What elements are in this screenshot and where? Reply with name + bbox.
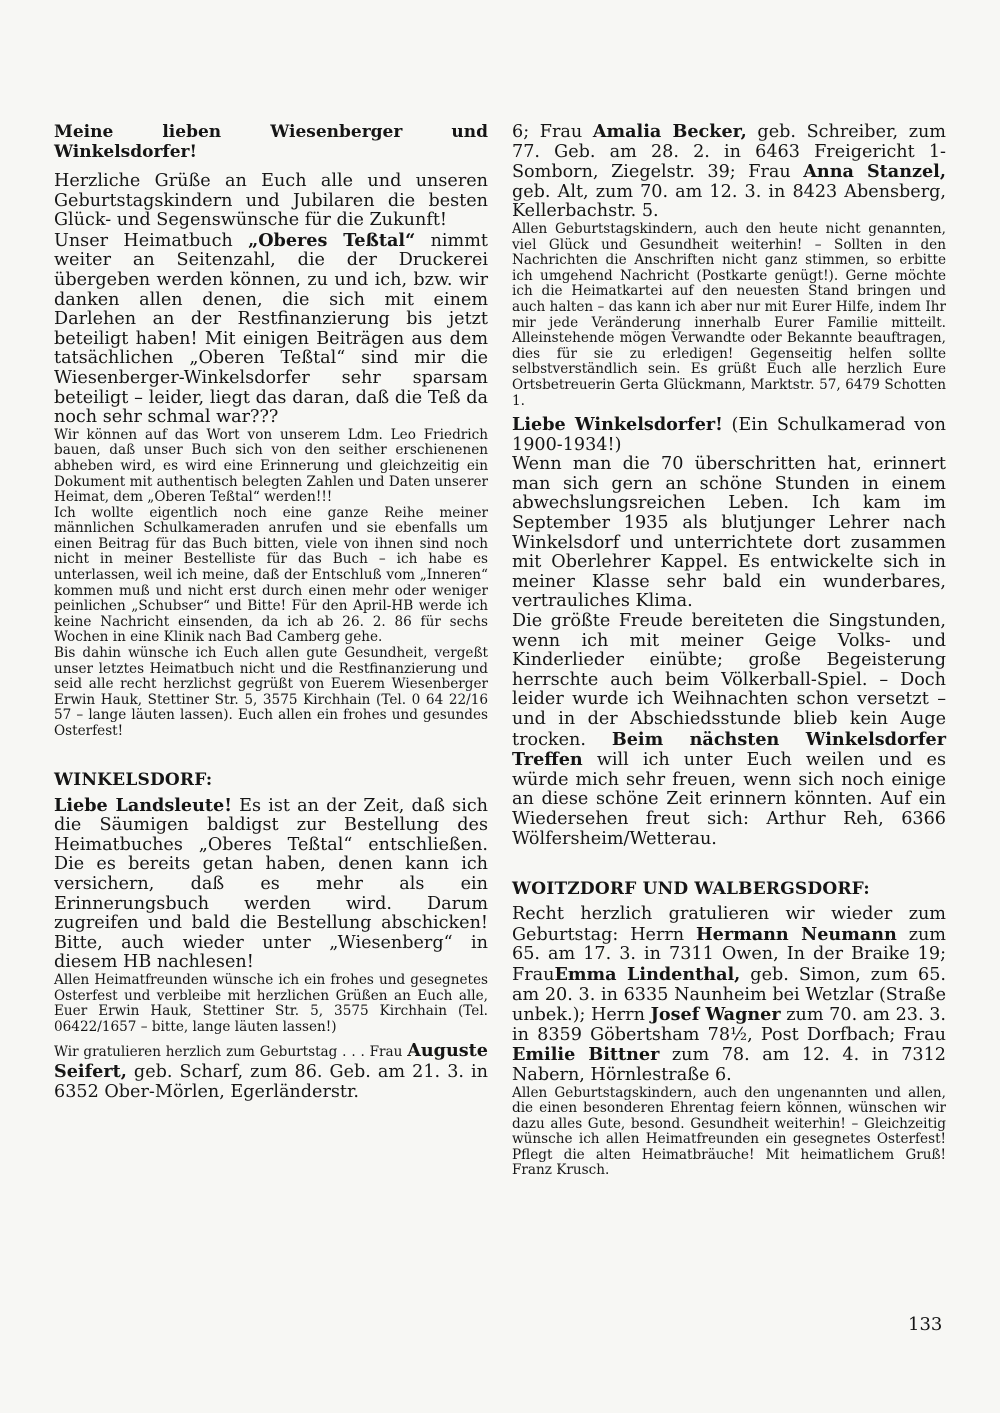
section-heading-woitzdorf: WOITZDORF UND WALBERGSDORF: <box>512 879 870 900</box>
greeting-heading: Meine lieben Wiesenberger und Winkelsdorfer! <box>54 122 488 162</box>
paragraph: Herzliche Grüße an Euch alle und unseren Geburtstagskindern und Jubilaren die besten Glück- und Segenswünsche für die Zukunft! <box>54 171 488 231</box>
paragraph: 6; Frau Amalia Becker, geb. Schreiber, zum 77. Geb. am 28. 2. in 6463 Freigericht 1-Somborn, Ziegelstr. 39; Frau Anna Stanzel, geb. Alt, zum 70. am 12. 3. in 8423 Abensberg, Kellerbachstr. 5. <box>512 121 946 222</box>
paragraph: Allen Heimatfreunden wünsche ich ein frohes und gesegnetes Osterfest und verbleibe mit herzlichen Grüßen an Euch alle, Euer Erwin Hauk, Stettiner Str. 5, 3575 Kirchhain (Tel. 06422/1657 – bitte, lange läuten lassen!) <box>54 971 488 1035</box>
right-column <box>512 122 946 1179</box>
left-column <box>54 122 488 1102</box>
paragraph: Allen Geburtstagskindern, auch den ungenannten und allen, die einen besonderen Ehrentag feiern können, wünschen wir dazu alles Gute, besond. Gesundheit weiterhin! – Gleichzeitig wünsche ich allen Heimatfreunden ein gesegnetes Osterfest! Pflegt die alten Heimatbräuche! Mit heimatlichem Gruß! Franz Krusch. <box>512 1084 946 1179</box>
paragraph: Wir können auf das Wort von unserem Ldm. Leo Friedrich bauen, daß unser Buch sich von den seither erschienenen abheben wird, es wird eine Erinnerung und gleichzeitig ein Dokument mit authentisch belegten Zahlen und Daten unserer Heimat, dem „Oberen Teßtal“ werden!!! <box>54 426 488 506</box>
paragraph: Allen Geburtstagskindern, auch den heute nicht genannten, viel Glück und Gesundheit weiterhin! – Sollten in den Nachrichten die Anschriften nicht ganz stimmen, so erbitte ich umgehend Nachricht (Postkarte genügt!). Gerne möchte ich die Heimatkartei auf den neuesten Stand bringen und auch halten – das kann ich aber nur mit Eurer Hilfe, indem Ihr mir jede Veränderung innerhalb Eurer Familie mitteilt. Alleinstehende mögen Verwandte oder Bekannte beauftragen, dies für sie zu erledigen! Gegenseitig helfen sollte selbstverständlich sein. Es grüßt Euch alle herzlich Eure Ortsbetreuerin Gerta Glückmann, Marktstr. 57, 6479 Schotten 1. <box>512 220 946 409</box>
section-heading-winkelsdorf: WINKELSDORF: <box>54 769 213 790</box>
paragraph: Unser Heimatbuch „Oberes Teßtal“ nimmt weiter an Seitenzahl, die der Druckerei übergeben werden können, zu und ich, bzw. wir danken allen denen, die sich mit einem Darlehen an der Restfinanzierung bis jetzt beteiligt haben! Mit einigen Beiträgen aus dem tatsächlichen „Oberen Teßtal“ sind mir die Wiesenberger-Winkelsdorfer sehr sparsam beteiligt – leider, liegt das daran, daß die Teß da noch sehr schmal war??? <box>54 229 488 428</box>
paragraph: Die größte Freude bereiteten die Singstunden, wenn ich mit meiner Geige Volks- und Kinderlieder einübte; große Begeisterung herrschte auch beim Völkerball-Spiel. – Doch leider wurde ich Weihnachten schon versetzt – und in der Abschiedsstunde blieb kein Auge trocken. Beim nächsten Winkelsdorfer Treffen will ich unter Euch weilen und es würde mich sehr freuen, wenn sich noch einige an diese schöne Zeit erinnern könnten. Auf ein Wiedersehen freut sich: Arthur Reh, 6366 Wölfersheim/Wetterau. <box>512 611 947 849</box>
paragraph: Wir gratulieren herzlich zum Geburtstag . . . Frau Auguste Seifert, geb. Scharf, zum 86. Geb. am 21. 3. in 6352 Ober-Mörlen, Egerländerstr. <box>54 1040 488 1102</box>
page-number: 133 <box>908 1314 943 1335</box>
paragraph: Liebe Winkelsdorfer! (Ein Schulkamerad von 1900-1934!) <box>512 414 946 455</box>
paragraph: Recht herzlich gratulieren wir wieder zum Geburtstag: Herrn Hermann Neumann zum 65. am 17. 3. in 7311 Owen, In der Braike 19; FrauEmma Lindenthal, geb. Simon, zum 65. am 20. 3. in 6335 Naunheim bei Wetzlar (Straße unbek.); Herrn Josef Wagner zum 70. am 23. 3. in 8359 Göbertsham 78½, Post Dorfbach; Frau Emilie Bittner zum 78. am 12. 4. in 7312 Nabern, Hörnlestraße 6. <box>512 904 946 1085</box>
paragraph: Wenn man die 70 überschritten hat, erinnert man sich gern an schöne Stunden in einem abwechslungsreichen Leben. Ich kam im September 1935 als blutjunger Lehrer nach Winkelsdorf und unterrichtete dort zusammen mit Oberlehrer Kappel. Es entwickelte sich in meiner Klasse sehr bald ein wunderbares, vertrauliches Klima. <box>512 454 946 612</box>
paragraph: Ich wollte eigentlich noch eine ganze Reihe meiner männlichen Schulkameraden anrufen und sie ebenfalls um einen Beitrag für das Buch bitten, viele von ihnen sind noch nicht in meiner Bestelliste für das Buch – ich habe es unterlassen, weil ich meine, daß der Entschluß vom „Inneren“ kommen muß und nicht erst durch einen mehr oder weniger peinlichen „Schubser“ und Bitte! Für den April-HB werde ich keine Nachricht einsenden, da ich ab 26. 2. 86 für sechs Wochen in eine Klinik nach Bad Camberg gehe. <box>54 504 488 646</box>
paragraph: Bis dahin wünsche ich Euch allen gute Gesundheit, vergeßt unser letztes Heimatbuch nicht und die Restfinanzierung und seid alle recht herzlichst gegrüßt von Euerem Wiesenberger Erwin Hauk, Stettiner Str. 5, 3575 Kirchhain (Tel. 0 64 22/16 57 – lange läuten lassen). Euch allen ein frohes und gesundes Osterfest! <box>54 645 488 739</box>
paragraph: Liebe Landsleute! Es ist an der Zeit, daß sich die Säumigen baldigst zur Bestellung des Heimatbuches „Oberes Teßtal“ entschließen. Die es bereits getan haben, denen kann ich versichern, daß es mehr als ein Erinnerungsbuch werden wird. Darum zugreifen und bald die Bestellung abschicken! Bitte, auch wieder unter „Wiesenberg“ in diesem HB nachlesen! <box>54 794 489 973</box>
